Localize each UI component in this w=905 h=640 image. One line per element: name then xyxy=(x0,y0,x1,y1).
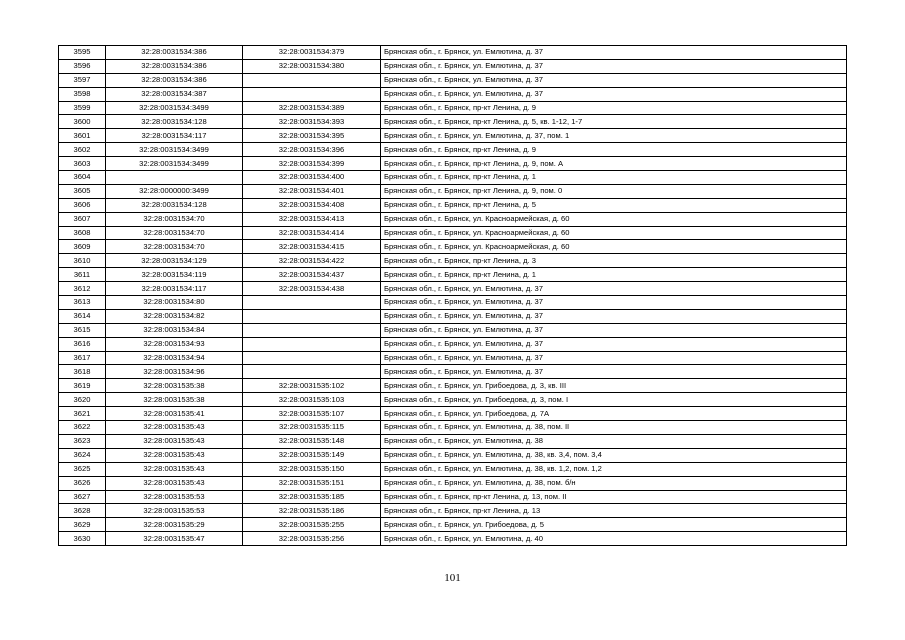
cadastral-number-cell: 32:28:0000000:3499 xyxy=(106,184,243,198)
cadastral-number-cell: 32:28:0031534:117 xyxy=(106,282,243,296)
table-row xyxy=(59,532,847,546)
object-cadastral-number-cell: 32:28:0031534:408 xyxy=(243,198,381,212)
cadastral-number-cell: 32:28:0031535:53 xyxy=(106,504,243,518)
object-cadastral-number-cell xyxy=(243,337,381,351)
row-number-cell: 3604 xyxy=(59,171,106,185)
object-cadastral-number-cell: 32:28:0031535:107 xyxy=(243,407,381,421)
row-number-cell: 3615 xyxy=(59,323,106,337)
row-number-cell: 3612 xyxy=(59,282,106,296)
row-number-cell: 3629 xyxy=(59,518,106,532)
address-cell: Брянская обл., г. Брянск, ул. Емлютина, д. 37, пом. 1 xyxy=(381,129,847,143)
address-cell: Брянская обл., г. Брянск, пр-кт Ленина, д. 13, пом. II xyxy=(381,490,847,504)
object-cadastral-number-cell xyxy=(243,73,381,87)
table-row xyxy=(59,448,847,462)
row-number-cell: 3596 xyxy=(59,59,106,73)
address-cell: Брянская обл., г. Брянск, ул. Емлютина, д. 38, пом. б/н xyxy=(381,476,847,490)
cadastral-number-cell: 32:28:0031534:117 xyxy=(106,129,243,143)
address-cell: Брянская обл., г. Брянск, ул. Красноармейская, д. 60 xyxy=(381,226,847,240)
row-number-cell: 3609 xyxy=(59,240,106,254)
table-row xyxy=(59,476,847,490)
cadastral-number-cell: 32:28:0031535:29 xyxy=(106,518,243,532)
registry-table-body xyxy=(59,46,847,546)
row-number-cell: 3610 xyxy=(59,254,106,268)
object-cadastral-number-cell: 32:28:0031534:422 xyxy=(243,254,381,268)
cadastral-number-cell: 32:28:0031534:96 xyxy=(106,365,243,379)
table-row xyxy=(59,87,847,101)
row-number-cell: 3623 xyxy=(59,434,106,448)
table-row xyxy=(59,115,847,129)
object-cadastral-number-cell: 32:28:0031535:256 xyxy=(243,532,381,546)
object-cadastral-number-cell: 32:28:0031534:396 xyxy=(243,143,381,157)
table-row xyxy=(59,240,847,254)
cadastral-number-cell: 32:28:0031535:38 xyxy=(106,379,243,393)
address-cell: Брянская обл., г. Брянск, ул. Емлютина, д. 37 xyxy=(381,46,847,60)
row-number-cell: 3627 xyxy=(59,490,106,504)
row-number-cell: 3605 xyxy=(59,184,106,198)
table-row xyxy=(59,254,847,268)
cadastral-number-cell: 32:28:0031534:387 xyxy=(106,87,243,101)
address-cell: Брянская обл., г. Брянск, ул. Емлютина, д. 37 xyxy=(381,337,847,351)
object-cadastral-number-cell: 32:28:0031535:103 xyxy=(243,393,381,407)
cadastral-number-cell: 32:28:0031535:43 xyxy=(106,434,243,448)
cadastral-number-cell: 32:28:0031534:80 xyxy=(106,296,243,310)
row-number-cell: 3618 xyxy=(59,365,106,379)
row-number-cell: 3625 xyxy=(59,462,106,476)
address-cell: Брянская обл., г. Брянск, ул. Емлютина, д. 38, кв. 1,2, пом. 1,2 xyxy=(381,462,847,476)
object-cadastral-number-cell: 32:28:0031535:102 xyxy=(243,379,381,393)
object-cadastral-number-cell: 32:28:0031534:438 xyxy=(243,282,381,296)
address-cell: Брянская обл., г. Брянск, ул. Красноармейская, д. 60 xyxy=(381,240,847,254)
table-row xyxy=(59,282,847,296)
table-row xyxy=(59,504,847,518)
table-row xyxy=(59,143,847,157)
address-cell: Брянская обл., г. Брянск, ул. Емлютина, д. 37 xyxy=(381,296,847,310)
cadastral-number-cell: 32:28:0031535:43 xyxy=(106,421,243,435)
object-cadastral-number-cell: 32:28:0031534:437 xyxy=(243,268,381,282)
table-row xyxy=(59,184,847,198)
cadastral-number-cell: 32:28:0031534:84 xyxy=(106,323,243,337)
address-cell: Брянская обл., г. Брянск, пр-кт Ленина, д. 5, кв. 1-12, 1-7 xyxy=(381,115,847,129)
cadastral-number-cell: 32:28:0031534:3499 xyxy=(106,101,243,115)
address-cell: Брянская обл., г. Брянск, ул. Емлютина, д. 38 xyxy=(381,434,847,448)
table-row xyxy=(59,226,847,240)
address-cell: Брянская обл., г. Брянск, ул. Грибоедова, д. 5 xyxy=(381,518,847,532)
page-number: 101 xyxy=(444,572,461,584)
object-cadastral-number-cell: 32:28:0031535:186 xyxy=(243,504,381,518)
address-cell: Брянская обл., г. Брянск, ул. Красноармейская, д. 60 xyxy=(381,212,847,226)
object-cadastral-number-cell: 32:28:0031535:149 xyxy=(243,448,381,462)
address-cell: Брянская обл., г. Брянск, ул. Емлютина, д. 38, кв. 3,4, пом. 3,4 xyxy=(381,448,847,462)
row-number-cell: 3616 xyxy=(59,337,106,351)
object-cadastral-number-cell: 32:28:0031534:399 xyxy=(243,157,381,171)
row-number-cell: 3622 xyxy=(59,421,106,435)
cadastral-number-cell: 32:28:0031534:119 xyxy=(106,268,243,282)
table-row xyxy=(59,198,847,212)
cadastral-number-cell: 32:28:0031535:43 xyxy=(106,448,243,462)
table-row xyxy=(59,309,847,323)
row-number-cell: 3608 xyxy=(59,226,106,240)
address-cell: Брянская обл., г. Брянск, пр-кт Ленина, д. 1 xyxy=(381,268,847,282)
cadastral-number-cell: 32:28:0031534:70 xyxy=(106,212,243,226)
table-row xyxy=(59,393,847,407)
cadastral-number-cell: 32:28:0031534:3499 xyxy=(106,157,243,171)
row-number-cell: 3603 xyxy=(59,157,106,171)
table-row xyxy=(59,157,847,171)
cadastral-number-cell: 32:28:0031534:386 xyxy=(106,73,243,87)
object-cadastral-number-cell: 32:28:0031535:255 xyxy=(243,518,381,532)
cadastral-number-cell: 32:28:0031534:3499 xyxy=(106,143,243,157)
address-cell: Брянская обл., г. Брянск, ул. Емлютина, д. 37 xyxy=(381,59,847,73)
cadastral-registry-table xyxy=(58,45,847,546)
table-row xyxy=(59,129,847,143)
cadastral-number-cell xyxy=(106,171,243,185)
cadastral-number-cell: 32:28:0031534:82 xyxy=(106,309,243,323)
table-row xyxy=(59,171,847,185)
cadastral-number-cell: 32:28:0031535:43 xyxy=(106,476,243,490)
address-cell: Брянская обл., г. Брянск, ул. Грибоедова, д. 7А xyxy=(381,407,847,421)
row-number-cell: 3607 xyxy=(59,212,106,226)
table-row xyxy=(59,59,847,73)
object-cadastral-number-cell xyxy=(243,87,381,101)
cadastral-number-cell: 32:28:0031534:386 xyxy=(106,59,243,73)
table-row xyxy=(59,323,847,337)
object-cadastral-number-cell: 32:28:0031535:185 xyxy=(243,490,381,504)
table-row xyxy=(59,365,847,379)
address-cell: Брянская обл., г. Брянск, ул. Емлютина, д. 37 xyxy=(381,351,847,365)
object-cadastral-number-cell: 32:28:0031535:115 xyxy=(243,421,381,435)
address-cell: Брянская обл., г. Брянск, пр-кт Ленина, д. 3 xyxy=(381,254,847,268)
object-cadastral-number-cell: 32:28:0031534:379 xyxy=(243,46,381,60)
cadastral-number-cell: 32:28:0031535:41 xyxy=(106,407,243,421)
table-row xyxy=(59,421,847,435)
row-number-cell: 3599 xyxy=(59,101,106,115)
cadastral-number-cell: 32:28:0031534:128 xyxy=(106,115,243,129)
table-row xyxy=(59,379,847,393)
object-cadastral-number-cell: 32:28:0031534:415 xyxy=(243,240,381,254)
table-row xyxy=(59,46,847,60)
row-number-cell: 3630 xyxy=(59,532,106,546)
table-row xyxy=(59,296,847,310)
row-number-cell: 3597 xyxy=(59,73,106,87)
row-number-cell: 3620 xyxy=(59,393,106,407)
address-cell: Брянская обл., г. Брянск, ул. Емлютина, д. 37 xyxy=(381,365,847,379)
address-cell: Брянская обл., г. Брянск, ул. Грибоедова, д. 3, кв. III xyxy=(381,379,847,393)
cadastral-number-cell: 32:28:0031534:128 xyxy=(106,198,243,212)
row-number-cell: 3601 xyxy=(59,129,106,143)
object-cadastral-number-cell xyxy=(243,323,381,337)
row-number-cell: 3619 xyxy=(59,379,106,393)
object-cadastral-number-cell xyxy=(243,296,381,310)
address-cell: Брянская обл., г. Брянск, ул. Емлютина, д. 37 xyxy=(381,87,847,101)
row-number-cell: 3600 xyxy=(59,115,106,129)
table-row xyxy=(59,407,847,421)
object-cadastral-number-cell: 32:28:0031534:400 xyxy=(243,171,381,185)
row-number-cell: 3621 xyxy=(59,407,106,421)
object-cadastral-number-cell: 32:28:0031534:413 xyxy=(243,212,381,226)
row-number-cell: 3626 xyxy=(59,476,106,490)
row-number-cell: 3611 xyxy=(59,268,106,282)
address-cell: Брянская обл., г. Брянск, ул. Емлютина, д. 37 xyxy=(381,282,847,296)
cadastral-number-cell: 32:28:0031534:70 xyxy=(106,226,243,240)
address-cell: Брянская обл., г. Брянск, ул. Емлютина, д. 40 xyxy=(381,532,847,546)
cadastral-number-cell: 32:28:0031535:43 xyxy=(106,462,243,476)
object-cadastral-number-cell: 32:28:0031534:393 xyxy=(243,115,381,129)
table-row xyxy=(59,212,847,226)
row-number-cell: 3628 xyxy=(59,504,106,518)
cadastral-number-cell: 32:28:0031534:94 xyxy=(106,351,243,365)
object-cadastral-number-cell xyxy=(243,365,381,379)
table-row xyxy=(59,434,847,448)
object-cadastral-number-cell: 32:28:0031535:148 xyxy=(243,434,381,448)
object-cadastral-number-cell: 32:28:0031535:151 xyxy=(243,476,381,490)
address-cell: Брянская обл., г. Брянск, пр-кт Ленина, д. 9, пом. А xyxy=(381,157,847,171)
object-cadastral-number-cell: 32:28:0031534:389 xyxy=(243,101,381,115)
address-cell: Брянская обл., г. Брянск, ул. Грибоедова, д. 3, пом. I xyxy=(381,393,847,407)
row-number-cell: 3606 xyxy=(59,198,106,212)
cadastral-number-cell: 32:28:0031535:38 xyxy=(106,393,243,407)
row-number-cell: 3614 xyxy=(59,309,106,323)
address-cell: Брянская обл., г. Брянск, ул. Емлютина, д. 38, пом. II xyxy=(381,421,847,435)
object-cadastral-number-cell: 32:28:0031534:380 xyxy=(243,59,381,73)
row-number-cell: 3595 xyxy=(59,46,106,60)
cadastral-number-cell: 32:28:0031535:47 xyxy=(106,532,243,546)
object-cadastral-number-cell: 32:28:0031534:395 xyxy=(243,129,381,143)
cadastral-number-cell: 32:28:0031534:70 xyxy=(106,240,243,254)
address-cell: Брянская обл., г. Брянск, ул. Емлютина, д. 37 xyxy=(381,323,847,337)
row-number-cell: 3617 xyxy=(59,351,106,365)
object-cadastral-number-cell xyxy=(243,351,381,365)
table-row xyxy=(59,490,847,504)
table-row xyxy=(59,73,847,87)
table-row xyxy=(59,518,847,532)
table-row xyxy=(59,462,847,476)
object-cadastral-number-cell: 32:28:0031534:414 xyxy=(243,226,381,240)
object-cadastral-number-cell xyxy=(243,309,381,323)
cadastral-number-cell: 32:28:0031534:93 xyxy=(106,337,243,351)
row-number-cell: 3602 xyxy=(59,143,106,157)
table-row xyxy=(59,268,847,282)
cadastral-number-cell: 32:28:0031534:129 xyxy=(106,254,243,268)
row-number-cell: 3598 xyxy=(59,87,106,101)
table-row xyxy=(59,351,847,365)
address-cell: Брянская обл., г. Брянск, ул. Емлютина, д. 37 xyxy=(381,73,847,87)
table-row xyxy=(59,337,847,351)
object-cadastral-number-cell: 32:28:0031535:150 xyxy=(243,462,381,476)
cadastral-number-cell: 32:28:0031535:53 xyxy=(106,490,243,504)
table-row xyxy=(59,101,847,115)
row-number-cell: 3624 xyxy=(59,448,106,462)
address-cell: Брянская обл., г. Брянск, пр-кт Ленина, д. 9 xyxy=(381,143,847,157)
address-cell: Брянская обл., г. Брянск, ул. Емлютина, д. 37 xyxy=(381,309,847,323)
address-cell: Брянская обл., г. Брянск, пр-кт Ленина, д. 9, пом. 0 xyxy=(381,184,847,198)
address-cell: Брянская обл., г. Брянск, пр-кт Ленина, д. 9 xyxy=(381,101,847,115)
address-cell: Брянская обл., г. Брянск, пр-кт Ленина, д. 5 xyxy=(381,198,847,212)
object-cadastral-number-cell: 32:28:0031534:401 xyxy=(243,184,381,198)
address-cell: Брянская обл., г. Брянск, пр-кт Ленина, д. 1 xyxy=(381,171,847,185)
cadastral-number-cell: 32:28:0031534:386 xyxy=(106,46,243,60)
address-cell: Брянская обл., г. Брянск, пр-кт Ленина, д. 13 xyxy=(381,504,847,518)
row-number-cell: 3613 xyxy=(59,296,106,310)
